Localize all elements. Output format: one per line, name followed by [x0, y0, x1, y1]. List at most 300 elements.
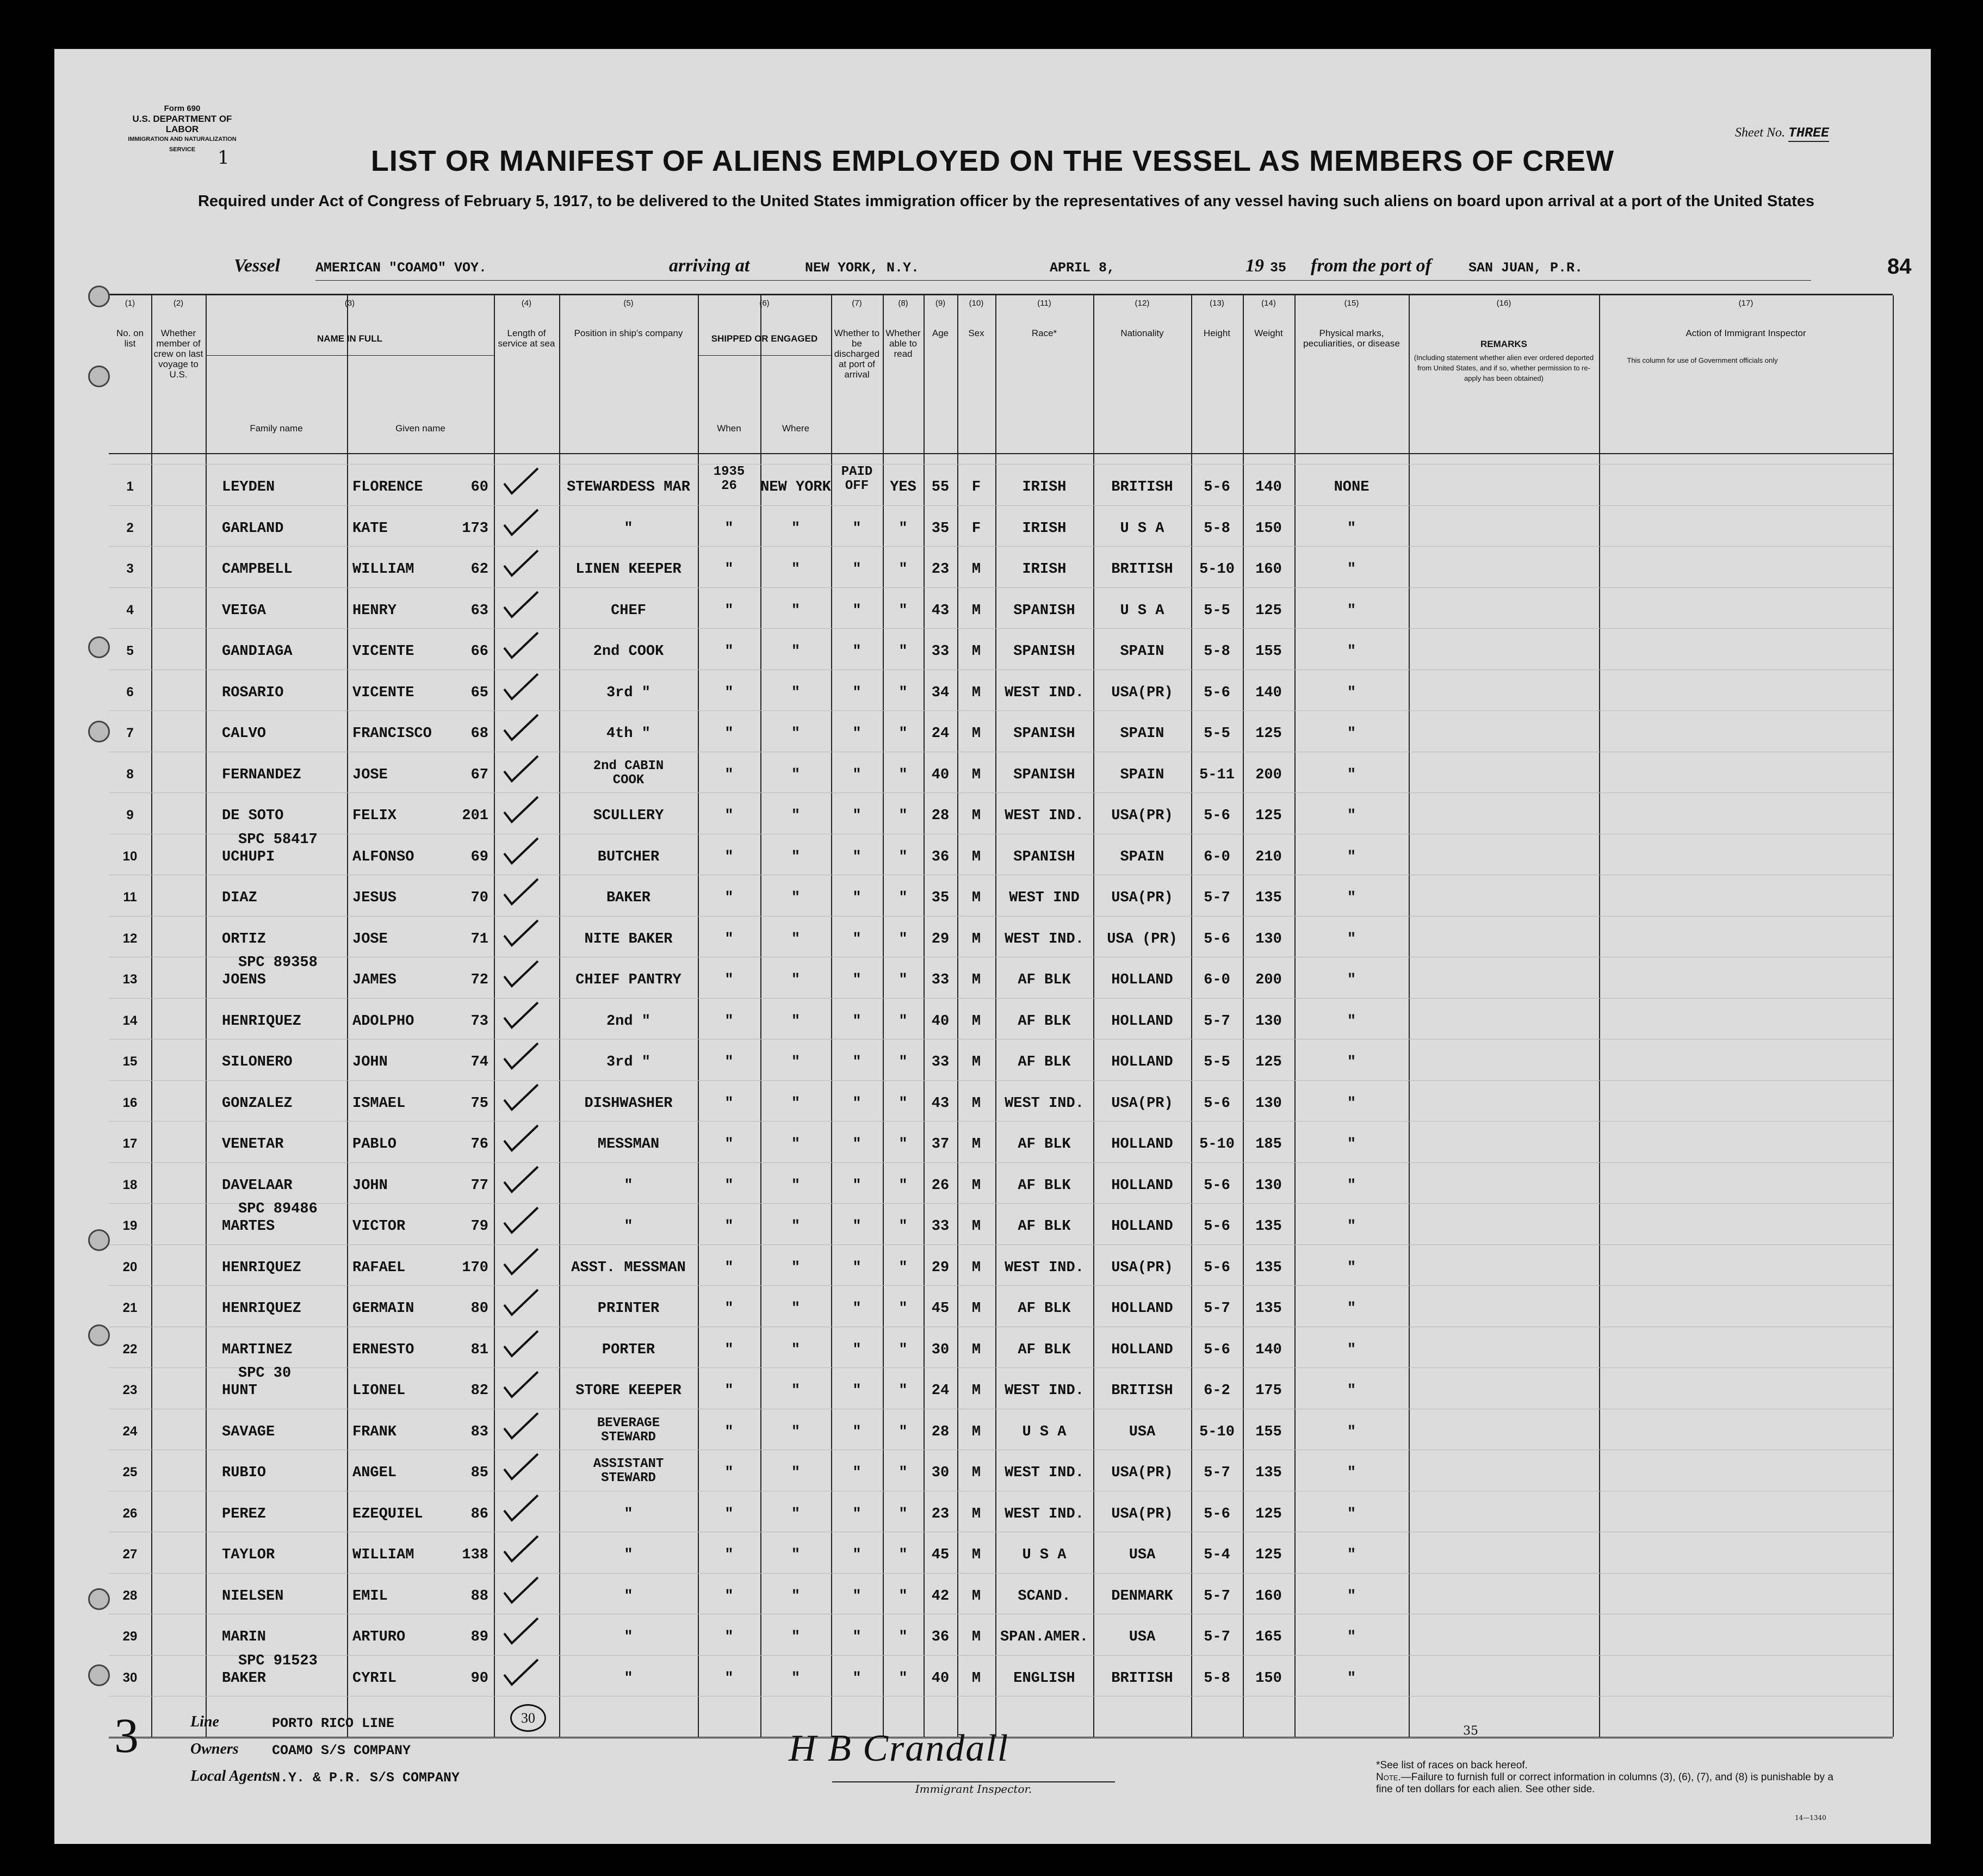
able-to-read: " [898, 1670, 908, 1687]
age: 45 [931, 1547, 950, 1563]
weight: 130 [1255, 1095, 1282, 1112]
family-name: CALVO [222, 726, 267, 742]
race: WEST IND. [1005, 684, 1084, 701]
nationality: BRITISH [1111, 479, 1173, 496]
physical-marks: " [1347, 1423, 1356, 1440]
weight: 140 [1255, 684, 1282, 701]
check-mark-icon [502, 1084, 540, 1111]
check-mark-icon [502, 467, 540, 494]
check-mark-icon [502, 1166, 540, 1193]
able-to-read: " [898, 1013, 908, 1030]
height: 5-7 [1204, 1465, 1230, 1481]
row-number: 18 [122, 1177, 138, 1192]
physical-marks: " [1347, 1054, 1356, 1070]
given-name: LIONEL [352, 1383, 406, 1399]
given-name: WILLIAM [352, 1547, 414, 1563]
discharged: " [852, 1506, 862, 1522]
age: 28 [931, 808, 950, 824]
shipped-when: " [724, 520, 734, 537]
nationality: USA(PR) [1111, 808, 1173, 824]
spc-number: SPC 58417 [238, 831, 318, 848]
discharged: " [852, 1218, 862, 1235]
physical-marks: " [1347, 1506, 1356, 1522]
family-name: HENRIQUEZ [222, 1259, 301, 1276]
form-number: Form 690 [164, 104, 201, 113]
row-number: 21 [122, 1301, 138, 1315]
height: 5-6 [1204, 479, 1230, 496]
discharged: " [852, 1259, 862, 1276]
check-mark-icon [502, 1658, 540, 1686]
column-number: (17) [1738, 299, 1753, 308]
row-number: 26 [122, 1506, 138, 1521]
column-number: (14) [1261, 299, 1276, 308]
check-mark-icon [502, 549, 540, 577]
height: 5-6 [1204, 931, 1230, 948]
able-to-read: " [898, 1301, 908, 1317]
crew-id: 72 [470, 972, 488, 988]
sex: M [971, 1301, 981, 1317]
position: " [624, 1629, 633, 1645]
given-name: WILLIAM [352, 561, 414, 578]
position: PRINTER [597, 1301, 660, 1317]
physical-marks: " [1347, 1383, 1356, 1399]
column-number: (15) [1344, 299, 1359, 308]
sheet-value: THREE [1788, 125, 1829, 141]
age: 30 [931, 1465, 950, 1481]
able-to-read: " [898, 561, 908, 578]
position: 2nd COOK [593, 643, 664, 660]
row-rule [109, 1080, 1893, 1081]
column-number: (10) [969, 299, 984, 308]
shipped-where: " [791, 726, 801, 742]
check-mark-icon [502, 1206, 540, 1234]
when-header: When [717, 423, 741, 434]
height: 5-8 [1204, 643, 1230, 660]
crew-id: 76 [470, 1136, 488, 1153]
check-mark-icon [502, 796, 540, 823]
row-rule [109, 587, 1893, 588]
physical-marks: " [1347, 890, 1356, 906]
sex: M [971, 684, 981, 701]
shipped-where: " [791, 1629, 801, 1645]
physical-marks: " [1347, 808, 1356, 824]
able-to-read: " [898, 1177, 908, 1194]
check-mark-icon [502, 878, 540, 905]
check-mark-icon [502, 1494, 540, 1521]
punch-hole [88, 1229, 110, 1251]
crew-id: 201 [462, 808, 488, 824]
crew-id: 73 [470, 1013, 488, 1030]
given-name: EMIL [352, 1588, 388, 1605]
weight: 130 [1255, 931, 1282, 948]
height: 5-6 [1204, 1095, 1230, 1112]
nationality: BRITISH [1111, 1383, 1173, 1399]
given-name: ADOLPHO [352, 1013, 414, 1030]
crew-id: 75 [470, 1095, 488, 1112]
height: 5-6 [1204, 1341, 1230, 1358]
column-rule [494, 295, 495, 1737]
weight: 135 [1255, 1301, 1282, 1317]
shipped-where: " [791, 1465, 801, 1481]
crew-id: 89 [470, 1629, 488, 1645]
column-header: Weight [1254, 328, 1283, 338]
shipped-when: " [724, 972, 734, 988]
check-mark-icon [502, 1248, 540, 1275]
race: U S A [1022, 1423, 1067, 1440]
able-to-read: " [898, 1383, 908, 1399]
family-name: DE SOTO [222, 808, 284, 824]
age: 29 [931, 931, 950, 948]
given-name: ARTURO [352, 1629, 406, 1645]
given-name: FRANCISCO [352, 726, 432, 742]
column-rule [1409, 295, 1410, 1737]
position: BEVERAGE STEWARD [597, 1415, 660, 1445]
race: AF BLK [1018, 972, 1071, 988]
weight: 160 [1255, 561, 1282, 578]
family-name-header: Family name [250, 423, 303, 434]
family-name: RUBIO [222, 1465, 267, 1481]
row-rule [109, 1573, 1893, 1574]
age: 35 [931, 890, 950, 906]
family-name: FERNANDEZ [222, 766, 301, 783]
family-name: MARTINEZ [222, 1341, 293, 1358]
shipped-when: " [724, 808, 734, 824]
shipped-when: " [724, 931, 734, 948]
check-mark-icon [502, 1535, 540, 1562]
height: 5-6 [1204, 1506, 1230, 1522]
page-subtitle: Required under Act of Congress of February 5, 1917, to be delivered to the United States immigration officer by the representatives of any vessel having such aliens on board upon arrival at a port of the United States [197, 193, 1815, 210]
sex: M [971, 726, 981, 742]
race: SPANISH [1013, 766, 1075, 783]
age: 29 [931, 1259, 950, 1276]
punch-hole [88, 1664, 110, 1686]
discharged: " [852, 808, 862, 824]
given-name: VICTOR [352, 1218, 406, 1235]
row-number: 20 [122, 1259, 138, 1274]
able-to-read: " [898, 1423, 908, 1440]
family-name: GONZALEZ [222, 1095, 293, 1112]
action-note: This column for use of Government officials only [1627, 356, 1778, 364]
height: 5-10 [1199, 1136, 1235, 1153]
discharged: " [852, 1547, 862, 1563]
discharged: " [852, 766, 862, 783]
age: 23 [931, 561, 950, 578]
check-mark-icon [502, 631, 540, 659]
row-number: 29 [122, 1629, 138, 1644]
punch-hole [88, 636, 110, 658]
family-name: MARIN [222, 1629, 267, 1645]
discharged: " [852, 1136, 862, 1153]
vessel-label: Vessel [234, 256, 280, 276]
shipped-where: " [791, 1547, 801, 1563]
nationality: USA(PR) [1111, 684, 1173, 701]
nationality: HOLLAND [1111, 1177, 1173, 1194]
discharged: " [852, 1383, 862, 1399]
weight: 155 [1255, 1423, 1282, 1440]
age: 43 [931, 1095, 950, 1112]
column-header: Length of service at sea [498, 328, 555, 349]
able-to-read: " [898, 1095, 908, 1112]
sex: M [971, 1259, 981, 1276]
discharged: " [852, 972, 862, 988]
note-text: —Failure to furnish full or correct information in columns (3), (6), (7), and (8) is punishable by a fine of ten dollars for each alien. See other side. [1376, 1772, 1833, 1795]
punch-hole [88, 1324, 110, 1346]
agents-value: N.Y. & P.R. S/S COMPANY [272, 1770, 460, 1786]
weight: 185 [1255, 1136, 1282, 1153]
sex: M [971, 1465, 981, 1481]
nationality: SPAIN [1120, 726, 1164, 742]
position: STORE KEEPER [575, 1383, 681, 1399]
given-name: ISMAEL [352, 1095, 406, 1112]
shipped-where: " [791, 1301, 801, 1317]
race: IRISH [1022, 561, 1067, 578]
physical-marks: " [1347, 684, 1356, 701]
able-to-read: YES [890, 479, 916, 496]
race: IRISH [1022, 479, 1067, 496]
position: " [624, 1670, 633, 1687]
check-mark-icon [502, 1576, 540, 1603]
check-mark-icon [502, 509, 540, 536]
discharged: " [852, 1095, 862, 1112]
punch-hole [88, 721, 110, 742]
weight: 140 [1255, 479, 1282, 496]
weight: 210 [1255, 849, 1282, 865]
year-label: 19 [1245, 256, 1264, 276]
footer-notes [1376, 1760, 1844, 1795]
nationality: HOLLAND [1111, 1218, 1173, 1235]
sex: F [971, 479, 981, 496]
arriving-value: NEW YORK, N.Y. [805, 260, 920, 276]
able-to-read: " [898, 931, 908, 948]
physical-marks: " [1347, 1013, 1356, 1030]
row-number: 1 [126, 479, 134, 494]
physical-marks: " [1347, 602, 1356, 619]
family-name: DAVELAAR [222, 1177, 293, 1194]
nationality: USA (PR) [1107, 931, 1178, 948]
nationality: USA(PR) [1111, 1506, 1173, 1522]
shipped-where: NEW YORK [760, 479, 831, 496]
sex: M [971, 1588, 981, 1605]
race: SPANISH [1013, 643, 1075, 660]
position: DISHWASHER [584, 1095, 673, 1112]
column-header: REMARKS [1480, 339, 1527, 349]
service: IMMIGRATION AND NATURALIZATION SERVICE [128, 136, 237, 153]
given-name: JESUS [352, 890, 397, 906]
shipped-when: " [724, 726, 734, 742]
shipped-where: " [791, 1013, 801, 1030]
shipped-where: " [791, 1423, 801, 1440]
nationality: USA [1129, 1629, 1156, 1645]
nationality: BRITISH [1111, 1670, 1173, 1687]
age: 55 [931, 479, 950, 496]
row-rule [109, 1655, 1893, 1656]
sex: M [971, 1218, 981, 1235]
position: 3rd " [606, 684, 650, 701]
physical-marks: " [1347, 726, 1356, 742]
line-value: PORTO RICO LINE [272, 1716, 395, 1731]
check-mark-icon [502, 755, 540, 782]
check-mark-icon [502, 1371, 540, 1398]
height: 5-10 [1199, 1423, 1235, 1440]
race: WEST IND. [1005, 1383, 1084, 1399]
check-mark-icon [502, 1042, 540, 1069]
row-number: 19 [122, 1218, 138, 1233]
sex: M [971, 1341, 981, 1358]
discharged: " [852, 1588, 862, 1605]
crew-id: 63 [470, 602, 488, 619]
page-title: LIST OR MANIFEST OF ALIENS EMPLOYED ON THE VESSEL AS MEMBERS OF CREW [370, 145, 1615, 177]
given-name: ERNESTO [352, 1341, 414, 1358]
able-to-read: " [898, 1136, 908, 1153]
nationality: USA(PR) [1111, 890, 1173, 906]
check-mark-icon [502, 714, 540, 741]
position: BUTCHER [597, 849, 660, 865]
height: 5-7 [1204, 1629, 1230, 1645]
crew-id: 90 [470, 1670, 488, 1687]
arriving-label: arriving at [669, 256, 750, 276]
given-name: EZEQUIEL [352, 1506, 423, 1522]
row-number: 2 [126, 520, 134, 535]
age: 40 [931, 766, 950, 783]
column-number: (16) [1496, 299, 1511, 308]
able-to-read: " [898, 726, 908, 742]
shipped-when: " [724, 1423, 734, 1440]
crew-id: 71 [470, 931, 488, 948]
weight: 135 [1255, 1218, 1282, 1235]
crew-id: 85 [470, 1465, 488, 1481]
shipped-when: " [724, 1506, 734, 1522]
age: 23 [931, 1506, 950, 1522]
shipped-where: " [791, 1383, 801, 1399]
physical-marks: " [1347, 561, 1356, 578]
column-header: Nationality [1120, 328, 1164, 338]
family-name: LEYDEN [222, 479, 275, 496]
physical-marks: " [1347, 520, 1356, 537]
height: 6-0 [1204, 972, 1230, 988]
sex: M [971, 808, 981, 824]
position: STEWARDESS MAR [567, 479, 690, 496]
position: " [624, 520, 633, 537]
shipped-where: " [791, 1054, 801, 1070]
column-rule [151, 295, 152, 1737]
row-rule [109, 1162, 1893, 1163]
column-number: (3) [344, 299, 355, 308]
age: 37 [931, 1136, 950, 1153]
row-rule [109, 916, 1893, 917]
year-value: 35 [1270, 260, 1287, 276]
crew-id: 83 [470, 1423, 488, 1440]
physical-marks: " [1347, 766, 1356, 783]
weight: 150 [1255, 520, 1282, 537]
crew-id: 65 [470, 684, 488, 701]
discharged: " [852, 1670, 862, 1687]
sheet-number [1735, 125, 1829, 141]
race: SCAND. [1018, 1588, 1071, 1605]
weight: 135 [1255, 1465, 1282, 1481]
inspector-signature: H B Crandall [789, 1728, 1009, 1769]
age: 28 [931, 1423, 950, 1440]
header-rule [109, 453, 1893, 454]
height: 5-7 [1204, 890, 1230, 906]
column-number: (4) [521, 299, 532, 308]
able-to-read: " [898, 849, 908, 865]
row-rule [109, 1121, 1893, 1122]
nationality: SPAIN [1120, 766, 1164, 783]
position: PORTER [602, 1341, 655, 1358]
position: " [624, 1177, 633, 1194]
able-to-read: " [898, 808, 908, 824]
height: 5-5 [1204, 602, 1230, 619]
column-number: (12) [1135, 299, 1150, 308]
sex: M [971, 1177, 981, 1194]
crew-id: 74 [470, 1054, 488, 1070]
family-name: CAMPBELL [222, 561, 293, 578]
height: 5-6 [1204, 1177, 1230, 1194]
line-label: Line [190, 1713, 219, 1730]
position: LINEN KEEPER [575, 561, 681, 578]
row-number: 14 [122, 1013, 138, 1028]
row-number: 5 [126, 643, 134, 658]
age: 40 [931, 1670, 950, 1687]
physical-marks: " [1347, 972, 1356, 988]
family-name: HENRIQUEZ [222, 1013, 301, 1030]
discharged: " [852, 1013, 862, 1030]
age: 24 [931, 726, 950, 742]
weight: 125 [1255, 726, 1282, 742]
able-to-read: " [898, 1259, 908, 1276]
age: 43 [931, 602, 950, 619]
shipped-when: " [724, 1341, 734, 1358]
spc-number: SPC 91523 [238, 1652, 318, 1669]
crew-id: 138 [462, 1547, 488, 1563]
sex: M [971, 1013, 981, 1030]
physical-marks: " [1347, 1670, 1356, 1687]
shipped-where: " [791, 1218, 801, 1235]
sex: M [971, 561, 981, 578]
weight: 135 [1255, 1259, 1282, 1276]
page-number: 84 [1887, 255, 1912, 278]
small-mark: 35 [1463, 1724, 1478, 1738]
crew-id: 69 [470, 849, 488, 865]
position: ASSISTANT STEWARD [593, 1457, 664, 1485]
shipped-when: " [724, 1177, 734, 1194]
nationality: U S A [1120, 520, 1164, 537]
sheet-label: Sheet No. [1735, 126, 1785, 140]
row-rule [109, 1203, 1893, 1204]
row-rule [109, 1285, 1893, 1286]
sex: M [971, 849, 981, 865]
sex: M [971, 1547, 981, 1563]
punch-hole [88, 366, 110, 387]
column-rule [1893, 295, 1894, 1737]
check-mark-icon [502, 1617, 540, 1644]
column-header: Position in ship's company [574, 328, 683, 338]
given-name: HENRY [352, 602, 397, 619]
age: 30 [931, 1341, 950, 1358]
able-to-read: " [898, 890, 908, 906]
position: 3rd " [606, 1054, 650, 1070]
from-label: from the port of [1311, 256, 1432, 276]
able-to-read: " [898, 766, 908, 783]
shipped-when: " [724, 684, 734, 701]
row-number: 6 [126, 684, 134, 699]
row-number: 17 [122, 1136, 138, 1151]
physical-marks: " [1347, 1095, 1356, 1112]
shipped-when: " [724, 643, 734, 660]
given-name: FELIX [352, 808, 397, 824]
family-name: JOENS [222, 972, 267, 988]
row-number: 28 [122, 1588, 138, 1603]
